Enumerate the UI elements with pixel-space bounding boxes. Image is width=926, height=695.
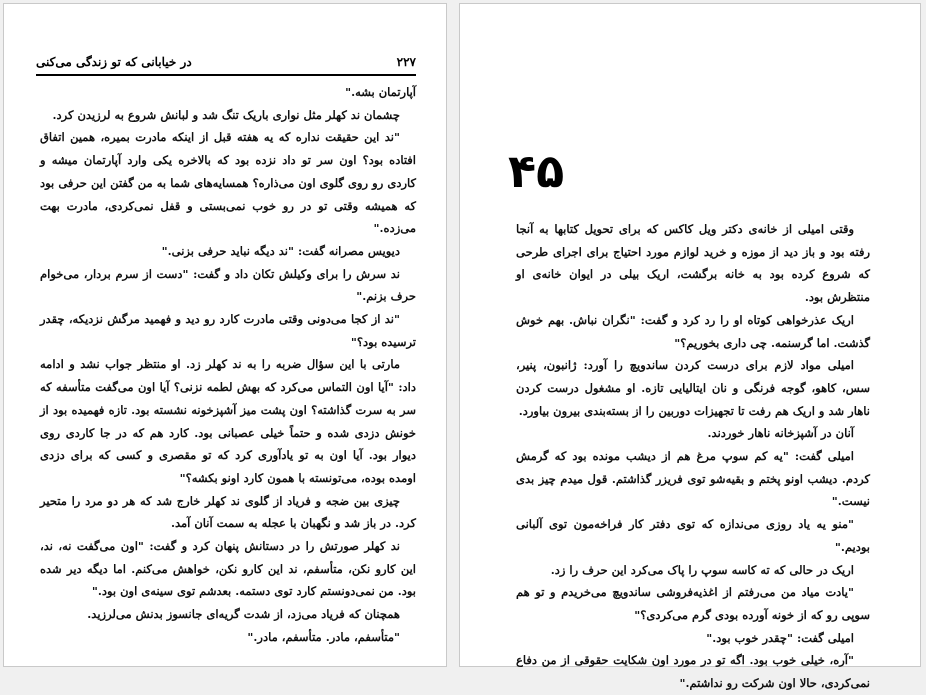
paragraph: دیویس مصرانه گفت: "ند دیگه نباید حرفی بزنی." — [161, 243, 400, 258]
paragraph: آپارتمان بشه." — [345, 85, 416, 99]
paragraph: "منو یه یاد روزی می‌ندازه که توی دفتر کار فراخه‌مون توی آلبانی بودیم." — [516, 517, 870, 554]
running-title: در خیابانی که تو زندگی می‌کنی — [36, 55, 192, 69]
chapter-number: ۴۵ — [508, 144, 565, 198]
running-head — [36, 54, 416, 76]
left-page — [3, 3, 447, 667]
paragraph: امیلی گفت: "چقدر خوب بود." — [706, 630, 854, 645]
paragraph: اریک در حالی که ته کاسه سوپ را پاک می‌کرد این حرف را زد. — [550, 562, 854, 577]
paragraph: امیلی گفت: "یه کم سوپ مرغ هم از دیشب مونده بود که گرمش کردم. دیشب اونو پختم و بقیه‌شو توی فریزر گذاشتم. قول میدم چیز بدی نیست." — [516, 449, 870, 509]
paragraph: چشمان ند کهلر مثل نواری باریک تنگ شد و لبانش شروع به لرزیدن کرد. — [52, 107, 400, 122]
paragraph: "متأسفم، مادر. متأسفم، مادر." — [247, 629, 400, 644]
paragraph: همچنان که فریاد می‌زد، از شدت گریه‌ای جانسوز بدنش می‌لرزید. — [87, 607, 400, 622]
left-page-body — [40, 81, 416, 649]
paragraph: "یادت میاد من می‌رفتم از اغذیه‌فروشی ساندویچ می‌خریدم و تو هم سوپی رو که از خونه آورده بودی گرم می‌کردی؟" — [516, 585, 870, 622]
paragraph: چیزی بین ضجه و فریاد از گلوی ند کهلر خارج شد که هر دو مرد را متحیر کرد. در باز شد و نگهبان با عجله به سمت آنان آمد. — [40, 493, 416, 531]
paragraph: "آره، خیلی خوب بود. اگه تو در مورد اون شکایت حقوقی از من دفاع نمی‌کردی، حالا اون شرکت رو نداشتم." — [516, 653, 870, 691]
page-number: ۲۲۷ — [396, 55, 416, 69]
right-page — [459, 3, 921, 691]
right-page-body — [516, 218, 870, 695]
paragraph: مارتی با این سؤال ضربه را به ند کهلر زد. او منتظر جواب نشد و ادامه داد: "آیا اون التماس می‌کرد که بهش لطمه نزنی؟ آیا اون می‌گفت متأسفه که سر به سرت گذاشته؟ اون پشت میز آشپزخونه نشسته بود. تازه فهمیده بود از خونش دزدی شده و حتماً خیلی عصبانی بود. کارد هم که در جا کاردی روی دیوار بود. آیا اون به تو یادآوری کرد که تو مقصری و کسی که برای دزدی اومده بوده، می‌تونسته با همون کارد اونو بکشه؟" — [40, 357, 416, 485]
paragraph: ند سرش را برای وکیلش تکان داد و گفت: "دست از سرم بردار، می‌خوام حرف بزنم." — [40, 266, 416, 304]
paragraph: اریک عذرخواهی کوتاه او را رد کرد و گفت: "نگران نباش. بهم خوش گذشت. اما گرسنمه. چی داری بخوریم؟" — [516, 312, 870, 350]
paragraph: "ند این حقیقت نداره که یه هفته قبل از اینکه مادرت بمیره، همین اتفاق افتاده بود؟ اون سر تو داد نزده بود که بالاخره یکی وارد آپارتمان میشه و کاردی رو روی گلوی اون می‌ذاره؟ همسایه‌های شما به من گفتن این حرفی بود که همیشه وقتی تو در رو خوب نمی‌بستی و قفل نمی‌کردی، مادرت بهت می‌زده." — [40, 130, 416, 236]
paragraph: وقتی امیلی از خانه‌ی دکتر ویل کاکس که برای تحویل کتابها به آنجا رفته بود و باز دید از موزه و خرید لوازم مورد احتیاج برای اجرای طرحی که شروع کرده بود به خانه برگشت، اریک بیلی در ایوان خانه‌ی او منتظرش بود. — [516, 222, 870, 305]
paragraph: آنان در آشپزخانه ناهار خوردند. — [707, 426, 854, 441]
paragraph: امیلی مواد لازم برای درست کردن ساندویچ را آورد: ژانبون، پنیر، سس، کاهو، گوجه فرنگی و نان ایتالیایی تازه. او مشغول درست کردن ناهار شد و اریک هم رفت تا تجهیزات دوربین را از بسته‌بندی بیرون بیاورد. — [516, 358, 870, 418]
paragraph: "ند از کجا می‌دونی وقتی مادرت کارد رو دید و فهمید مرگش نزدیکه، چقدر ترسیده بود؟" — [40, 312, 416, 349]
paragraph: ند کهلر صورتش را در دستانش پنهان کرد و گفت: "اون می‌گفت نه، ند، این کارو نکن، متأسفم، ند این کارو نکن، خواهش می‌کنم. اما دیگه دیر شده بود. من نمی‌دونستم کارد توی دستمه. بعدشم توی سینه‌ی اون بود." — [40, 539, 416, 599]
